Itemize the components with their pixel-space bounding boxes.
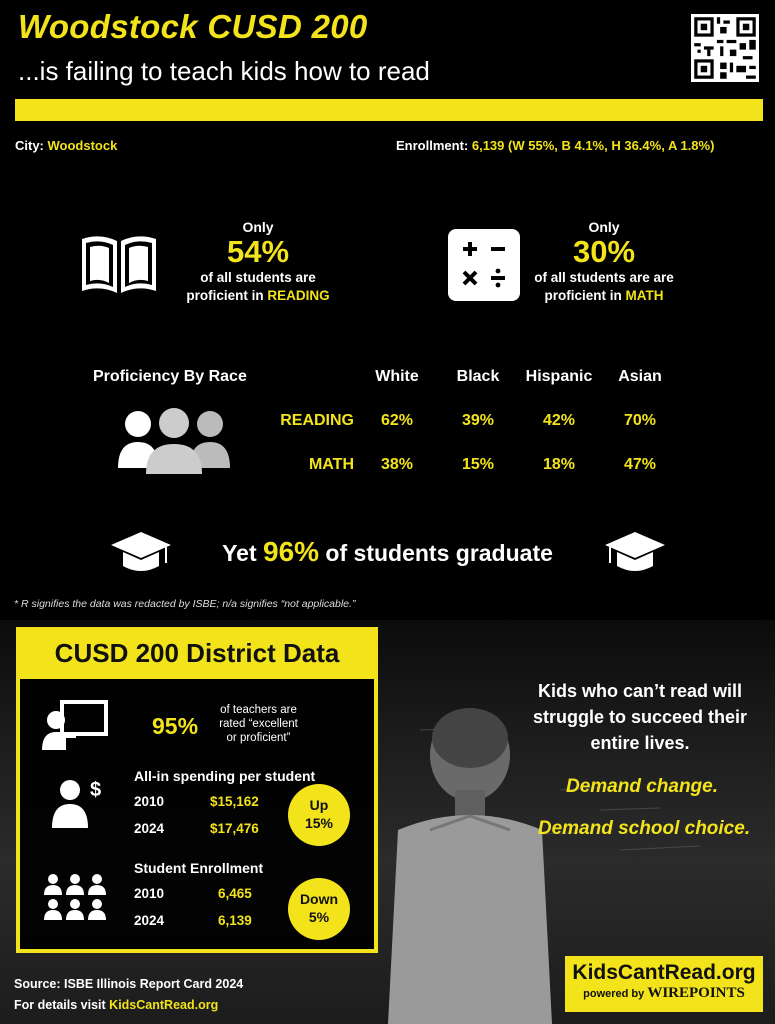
- reading-pct: 54%: [226, 234, 290, 269]
- source-line: Source: ISBE Illinois Report Card 2024: [14, 977, 244, 991]
- row-math: MATH: [308, 456, 354, 473]
- reading-proficiency: [158, 219, 358, 305]
- enrollment-label: Enrollment:: [396, 138, 469, 153]
- details-line: For details visit KidsCantRead.org: [14, 998, 219, 1012]
- header-divider: [15, 99, 763, 121]
- column-white: White: [375, 368, 419, 385]
- teachers-pct: 95%: [152, 713, 199, 739]
- details-link[interactable]: KidsCantRead.org: [109, 998, 219, 1012]
- enrollment-label: Student Enrollment: [134, 860, 264, 876]
- spending-value-2010: $15,162: [210, 794, 259, 809]
- demand-school-choice: Demand school choice.: [537, 818, 751, 839]
- race-heading: Proficiency By Race: [93, 368, 247, 385]
- brand-name: KidsCantRead.org: [572, 961, 756, 984]
- reading-line2: proficient in READING: [186, 288, 330, 303]
- city-line: [15, 138, 117, 153]
- reading-hispanic: 42%: [542, 412, 576, 429]
- enrollment-value: 6,139: [471, 138, 505, 153]
- math-line1: of all students are are: [534, 270, 674, 285]
- svg-text:$: $: [90, 779, 102, 801]
- spending-change-badge: Up 15%: [288, 784, 350, 846]
- demographics-value: (W 55%, B 4.1%, H 36.4%, A 1.8%): [508, 138, 715, 153]
- reading-only: Only: [242, 219, 274, 235]
- brand-logo[interactable]: [565, 956, 763, 1012]
- enrollment-line: [396, 138, 714, 153]
- math-only: Only: [588, 219, 620, 235]
- page-subtitle: ...is failing to teach kids how to read: [18, 56, 430, 86]
- teacher-board-icon: [42, 700, 108, 755]
- footnote: * R signifies the data was redacted by ISBE; n/a signifies “not applicable.”: [14, 598, 356, 610]
- math-proficiency: [504, 219, 704, 305]
- math-white: 38%: [380, 456, 414, 473]
- math-line2: proficient in MATH: [544, 288, 664, 303]
- column-hispanic: Hispanic: [525, 368, 593, 385]
- students-grid-icon: [42, 872, 108, 929]
- district-title: CUSD 200 District Data: [54, 638, 340, 668]
- page-title: Woodstock CUSD 200: [18, 8, 368, 45]
- message-text: Kids who can’t read will struggle to succeed their entire lives.: [532, 681, 748, 753]
- row-reading: READING: [280, 412, 354, 429]
- open-book-icon: [78, 233, 160, 302]
- enrollment-value-2024: 6,139: [218, 913, 252, 928]
- math-asian: 47%: [623, 456, 657, 473]
- powered-by: powered by WIREPOINTS: [583, 985, 745, 1001]
- reading-line1: of all students are: [200, 270, 316, 285]
- enrollment-year-2024: 2024: [134, 913, 165, 928]
- graduation-pct: 96%: [263, 536, 320, 567]
- city-value: Woodstock: [47, 138, 118, 153]
- qr-code-icon[interactable]: [691, 14, 759, 82]
- people-group-icon: [118, 406, 230, 481]
- spending-year-2010: 2010: [134, 794, 165, 809]
- spending-year-2024: 2024: [134, 821, 165, 836]
- spending-value-2024: $17,476: [210, 821, 259, 836]
- column-asian: Asian: [618, 368, 662, 385]
- city-label: City:: [15, 138, 44, 153]
- math-hispanic: 18%: [542, 456, 576, 473]
- enrollment-value-2010: 6,465: [218, 886, 252, 901]
- person-dollar-icon: [50, 776, 106, 833]
- demand-change: Demand change.: [565, 776, 719, 797]
- enrollment-change-badge: Down 5%: [288, 878, 350, 940]
- reading-white: 62%: [380, 412, 414, 429]
- reading-black: 39%: [461, 412, 495, 429]
- reading-asian: 70%: [623, 412, 657, 429]
- column-black: Black: [456, 368, 500, 385]
- teachers-text: of teachers are rated “excellent or proficient”: [219, 704, 298, 744]
- math-pct: 30%: [572, 234, 636, 269]
- math-black: 15%: [461, 456, 495, 473]
- spending-label: All-in spending per student: [134, 768, 316, 784]
- enrollment-year-2010: 2010: [134, 886, 165, 901]
- graduation-rate: Yet 96% of students graduate: [222, 536, 553, 567]
